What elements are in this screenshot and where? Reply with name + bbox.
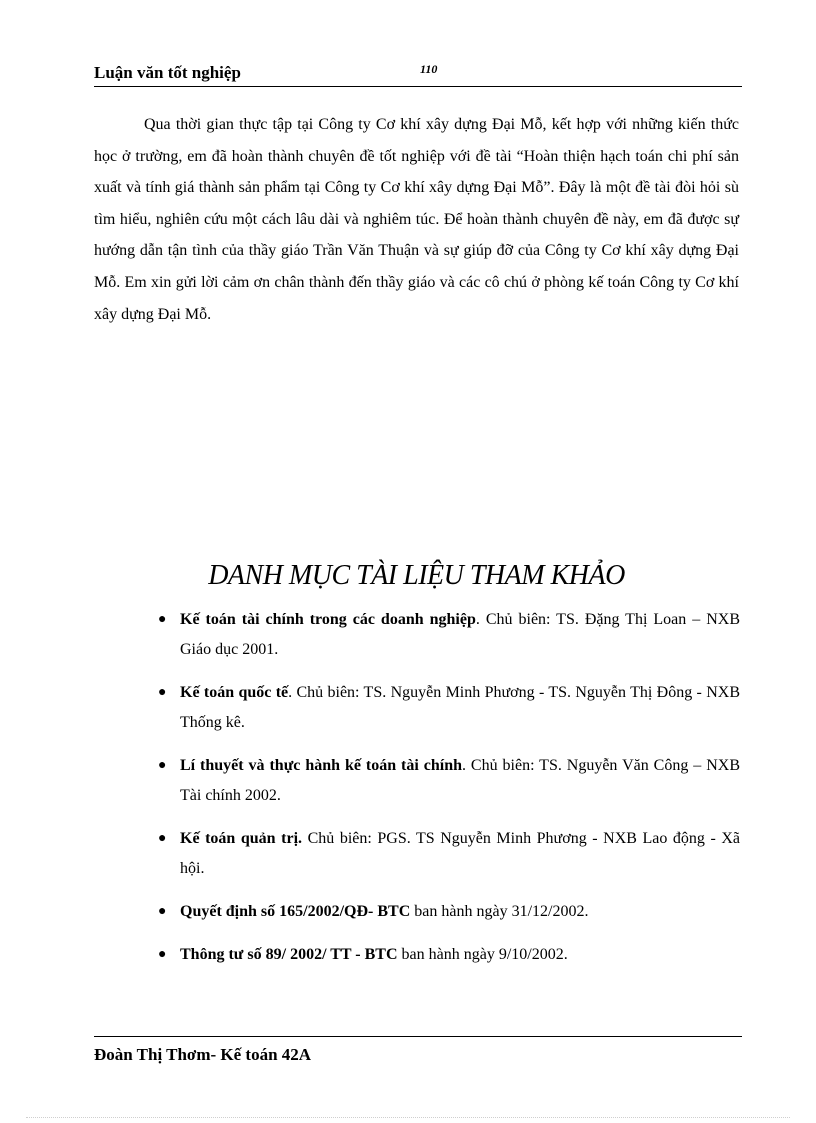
bullet-icon: ● (158, 904, 167, 919)
bullet-icon: ● (158, 685, 167, 700)
references-list (158, 605, 740, 983)
reference-title: Lí thuyết và thực hành kế toán tài chính (180, 757, 462, 774)
reference-item (158, 678, 740, 738)
acknowledgement-paragraph: Qua thời gian thực tập tại Công ty Cơ khí xây dựng Đại Mỗ, kết hợp với những kiến thức học ở trường, em đã hoàn thành chuyên đề tốt nghiệp với đề tài “Hoàn thiện hạch toán chi phí sản xuất và tính giá thành sản phẩm tại Công ty Cơ khí xây dựng Đại Mỗ”. Đây là một đề tài đòi hỏi sù tìm hiểu, nghiên cứu một cách lâu dài và nghiêm túc. Để hoàn thành chuyên đề này, em đã được sự hướng dẫn tận tình của thầy giáo Trần Văn Thuận và sự giúp đỡ của Công ty Cơ khí xây dựng Đại Mỗ. Em xin gửi lời cảm ơn chân thành đến thầy giáo và các cô chú ở phòng kế toán Công ty Cơ khí xây dựng Đại Mỗ. (94, 116, 739, 323)
page-boundary-divider (26, 1117, 790, 1118)
reference-title: Thông tư số 89/ 2002/ TT - BTC (180, 946, 398, 963)
reference-item (158, 824, 740, 884)
page-header (94, 62, 742, 87)
bullet-icon: ● (158, 612, 167, 627)
reference-item (158, 751, 740, 811)
page-number: 110 (420, 62, 438, 76)
reference-item (158, 940, 740, 970)
reference-item (158, 605, 740, 665)
reference-title: Kế toán tài chính trong các doanh nghiệp (180, 611, 476, 628)
reference-item (158, 897, 740, 927)
reference-details: Chủ biên: PGS. TS Nguyễn Minh Phương - NXB Lao động - Xã hội. (180, 830, 741, 877)
reference-details: ban hành ngày 9/10/2002. (397, 946, 568, 963)
page-footer (94, 1036, 742, 1064)
reference-details: . Chủ biên: TS. Nguyễn Văn Công – NXB Tài chính 2002. (180, 757, 740, 804)
footer-author: Đoàn Thị Thơm- Kế toán 42A (94, 1045, 312, 1064)
reference-details: . Chủ biên: TS. Đặng Thị Loan – NXB Giáo dục 2001. (180, 611, 741, 658)
header-title: Luận văn tốt nghiệp (94, 63, 241, 82)
reference-title: Kế toán quản trị. (180, 830, 303, 847)
reference-title: Kế toán quốc tế (180, 684, 289, 701)
reference-title: Quyết định số 165/2002/QĐ- BTC (180, 903, 411, 920)
reference-details: ban hành ngày 31/12/2002. (410, 903, 589, 920)
bullet-icon: ● (158, 831, 167, 846)
reference-details: . Chủ biên: TS. Nguyễn Minh Phương - TS. Nguyễn Thị Đông - NXB Thống kê. (180, 684, 740, 731)
references-title: DANH MỤC TÀI LIỆU THAM KHẢO (208, 560, 625, 591)
bullet-icon: ● (158, 947, 167, 962)
bullet-icon: ● (158, 758, 167, 773)
